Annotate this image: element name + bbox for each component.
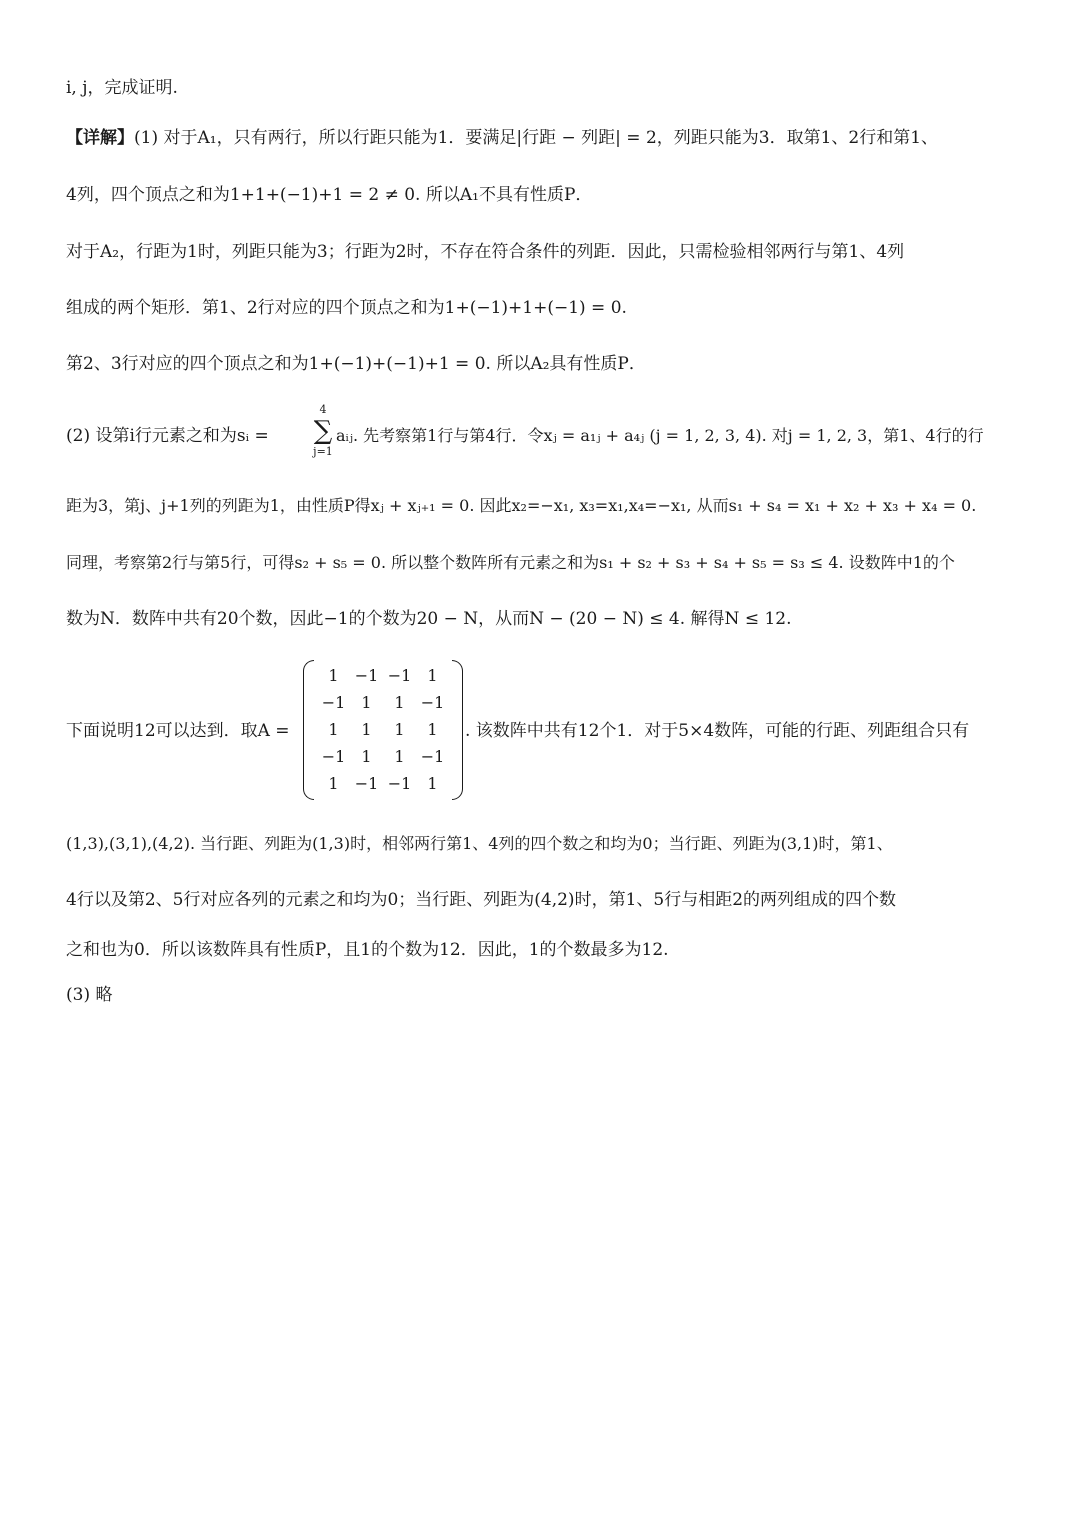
matrix-cell: 1 (394, 720, 405, 739)
part-1-text: (1) 对于A₁，只有两行，所以行距只能为1．要满足|行距 − 列距| = 2，列距只能为3．取第1、2行和第1、 (134, 128, 939, 148)
matrix-cell: 1 (394, 693, 405, 712)
matrix-cell: 1 (361, 720, 372, 739)
text-line-2 (66, 126, 1018, 150)
text-line-8: 距为3，第j、j+1列的列距为1，由性质P得xⱼ + xⱼ₊₁ = 0. 因此x₂=−x₁, x₃=x₁,x₄=−x₁, 从而s₁ + s₄ = x₁ + x₂ + x₃ + x₄ = 0. (66, 496, 977, 515)
matrix-cell: 1 (361, 693, 372, 712)
sigma-icon: ∑ (313, 416, 333, 446)
matrix-cell: 1 (328, 666, 339, 685)
matrix-cell: −1 (420, 747, 445, 766)
text-line-1: i, j，完成证明. (66, 78, 178, 98)
matrix-cell: 1 (361, 747, 372, 766)
matrix-cell: 1 (427, 720, 438, 739)
text-line-11a: 下面说明12可以达到．取A = (66, 721, 290, 741)
text-line-4: 对于A₂，行距为1时，列距只能为3；行距为2时，不存在符合条件的列距．因此，只需检验相邻两行与第1、4列 (66, 242, 905, 262)
sigma-upper: 4 (319, 403, 327, 416)
text-line-12: (1,3),(3,1),(4,2). 当行距、列距为(1,3)时，相邻两行第1、4列的四个数之和均为0；当行距、列距为(3,1)时，第1、 (66, 834, 893, 853)
text-line-15: (3) 略 (66, 985, 113, 1005)
left-paren (303, 660, 314, 800)
text-line-13: 4行以及第2、5行对应各列的元素之和均为0；当行距、列距为(4,2)时，第1、5行与相距2的两列组成的四个数 (66, 890, 897, 910)
matrix-cell: −1 (354, 666, 379, 685)
matrix-cell: −1 (321, 693, 346, 712)
text-line-5: 组成的两个矩形．第1、2行对应的四个顶点之和为1+(−1)+1+(−1) = 0. (66, 298, 627, 318)
text-line-11b: . 该数阵中共有12个1．对于5×4数阵，可能的行距、列距组合只有 (465, 721, 970, 741)
matrix-cell: −1 (420, 693, 445, 712)
matrix-cell: 1 (394, 747, 405, 766)
right-paren (452, 660, 463, 800)
matrix-cell: −1 (387, 666, 412, 685)
matrix-cell: 1 (427, 774, 438, 793)
text-line-10: 数为N．数阵中共有20个数，因此−1的个数为20 − N，从而N − (20 − N) ≤ 4. 解得N ≤ 12. (66, 609, 792, 629)
matrix-cell: 1 (328, 774, 339, 793)
text-line-14: 之和也为0．所以该数阵具有性质P，且1的个数为12．因此，1的个数最多为12. (66, 940, 669, 960)
matrix-cell: −1 (321, 747, 346, 766)
matrix-cell: −1 (387, 774, 412, 793)
matrix-cell: 1 (328, 720, 339, 739)
text-line-7a: (2) 设第i行元素之和为sᵢ = (66, 426, 269, 446)
sigma-lower: j=1 (313, 445, 333, 458)
detail-heading: 【详解】 (66, 128, 134, 148)
matrix-grid (317, 662, 449, 797)
matrix-cell: 1 (427, 666, 438, 685)
text-line-7b: aᵢⱼ. 先考察第1行与第4行．令xⱼ = a₁ⱼ + a₄ⱼ (j = 1, 2, 3, 4). 对j = 1, 2, 3，第1、4行的行 (336, 426, 984, 445)
text-line-3: 4列，四个顶点之和为1+1+(−1)+1 = 2 ≠ 0. 所以A₁不具有性质P． (66, 185, 593, 205)
text-line-6: 第2、3行对应的四个顶点之和为1+(−1)+(−1)+1 = 0. 所以A₂具有性质P． (66, 354, 646, 374)
matrix-cell: −1 (354, 774, 379, 793)
matrix-A (303, 660, 463, 798)
text-line-9: 同理，考察第2行与第5行，可得s₂ + s₅ = 0. 所以整个数阵所有元素之和为s₁ + s₂ + s₃ + s₄ + s₅ = s₃ ≤ 4. 设数阵中1的个 (66, 553, 955, 572)
summation-symbol (311, 404, 335, 460)
